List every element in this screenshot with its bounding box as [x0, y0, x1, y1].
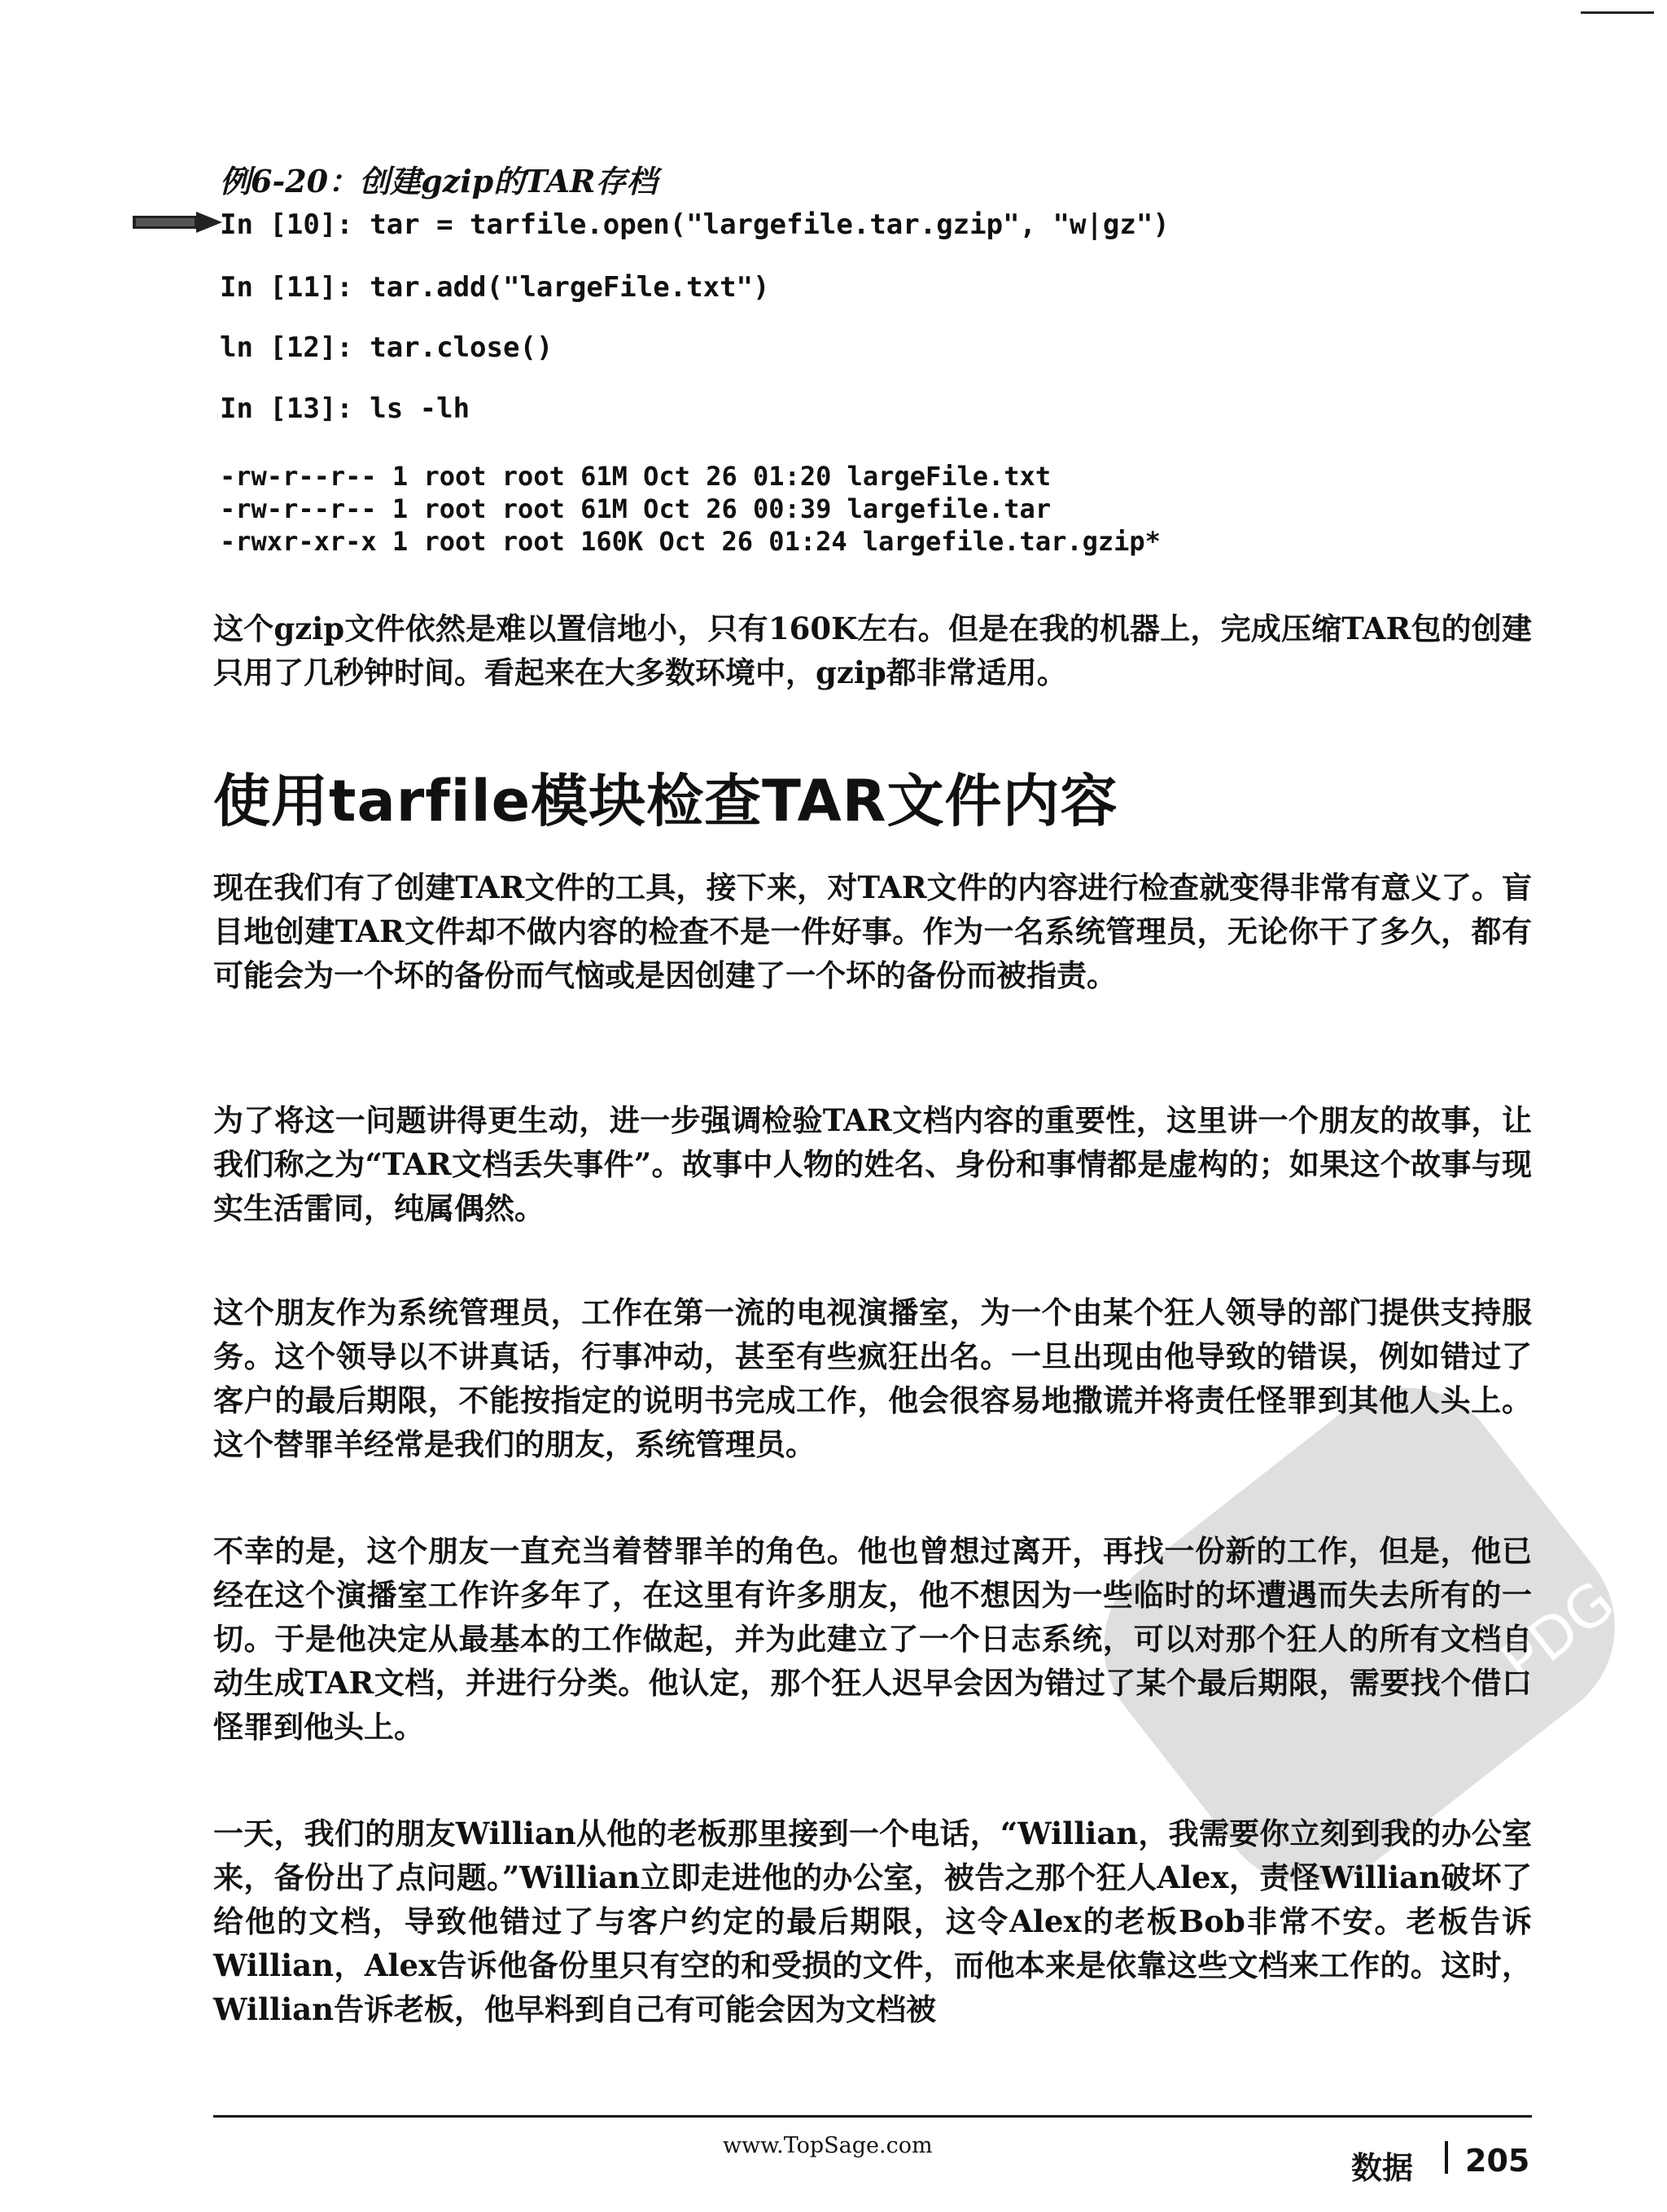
example-caption: 例6-20：创建gzip的TAR存档 — [220, 163, 658, 199]
footer-section-name: 数据 — [1351, 2150, 1414, 2186]
code-line-in-13: In [13]: ls -lh — [220, 392, 470, 425]
body-paragraph: 不幸的是，这个朋友一直充当着替罪羊的角色。他也曾想过离开，再找一份新的工作，但是，他已经在这个演播室工作许多年了，在这里有许多朋友，他不想因为一些临时的坏遭遇而失去所有的一切。于是他决定从最基本的工作做起，并为此建立了一个日志系统，可以对那个狂人的所有文档自动生成TAR文档，并进行分类。他认定，那个狂人迟早会因为错过了某个最后期限，需要找个借口怪罪到他头上。 — [213, 1533, 1532, 1745]
ls-output-line: -rwxr-xr-x 1 root root 160K Oct 26 01:24 largefile.tar.gzip* — [220, 526, 1161, 557]
ls-output-line: -rw-r--r-- 1 root root 61M Oct 26 01:20 largeFile.txt — [220, 461, 1052, 492]
body-paragraph: 一天，我们的朋友Willian从他的老板那里接到一个电话，“Willian，我需要你立刻到我的办公室来，备份出了点问题。”Willian立即走进他的办公室，被告之那个狂人Alex，责怪Willian破坏了给他的文档，导致他错过了与客户约定的最后期限，这令Alex的老板Bob非常不安。老板告诉Willian，Alex告诉他备份里只有空的和受损的文件，而他本来是依靠这些文档来工作的。这时，Willian告诉老板，他早料到自己有可能会因为文档被 — [213, 1816, 1532, 2027]
footer-separator — [1445, 2141, 1448, 2174]
intro-paragraph: 这个gzip文件依然是难以置信地小，只有160K左右。但是在我的机器上，完成压缩TAR包的创建只用了几秒钟时间。看起来在大多数环境中，gzip都非常适用。 — [213, 611, 1532, 690]
svg-text:PDG: PDG — [1489, 1568, 1627, 1697]
code-line-in-12: ln [12]: tar.close() — [220, 331, 553, 364]
body-paragraph: 为了将这一问题讲得更生动，进一步强调检验TAR文档内容的重要性，这里讲一个朋友的故事，让我们称之为“TAR文档丢失事件”。故事中人物的姓名、身份和事情都是虚构的；如果这个故事与现实生活雷同，纯属偶然。 — [213, 1102, 1532, 1226]
body-paragraph: 这个朋友作为系统管理员，工作在第一流的电视演播室，为一个由某个狂人领导的部门提供支持服务。这个领导以不讲真话，行事冲动，甚至有些疯狂出名。一旦出现由他导致的错误，例如错过了客户的最后期限，不能按指定的说明书完成工作，他会很容易地撒谎并将责任怪罪到其他人头上。这个替罪羊经常是我们的朋友，系统管理员。 — [213, 1294, 1532, 1462]
arrow-marker-icon — [133, 212, 222, 233]
body-paragraph: 现在我们有了创建TAR文件的工具，接下来，对TAR文件的内容进行检查就变得非常有意义了。盲目地创建TAR文件却不做内容的检查不是一件好事。作为一名系统管理员，无论你干了多久，都有可能会为一个坏的备份而气恼或是因创建了一个坏的备份而被指责。 — [213, 869, 1532, 993]
footer-rule — [213, 2115, 1532, 2118]
code-line-in-11: In [11]: tar.add("largeFile.txt") — [220, 271, 770, 304]
ls-output-line: -rw-r--r-- 1 root root 61M Oct 26 00:39 largefile.tar — [220, 493, 1052, 524]
scan-corner-mark — [1581, 11, 1654, 14]
page-number: 205 — [1465, 2143, 1530, 2179]
section-heading: 使用tarfile模块检查TAR文件内容 — [213, 768, 1118, 834]
code-line-in-10: In [10]: tar = tarfile.open("largefile.tar.gzip", "w|gz") — [220, 208, 1170, 241]
footer-url: www.TopSage.com — [723, 2133, 933, 2158]
